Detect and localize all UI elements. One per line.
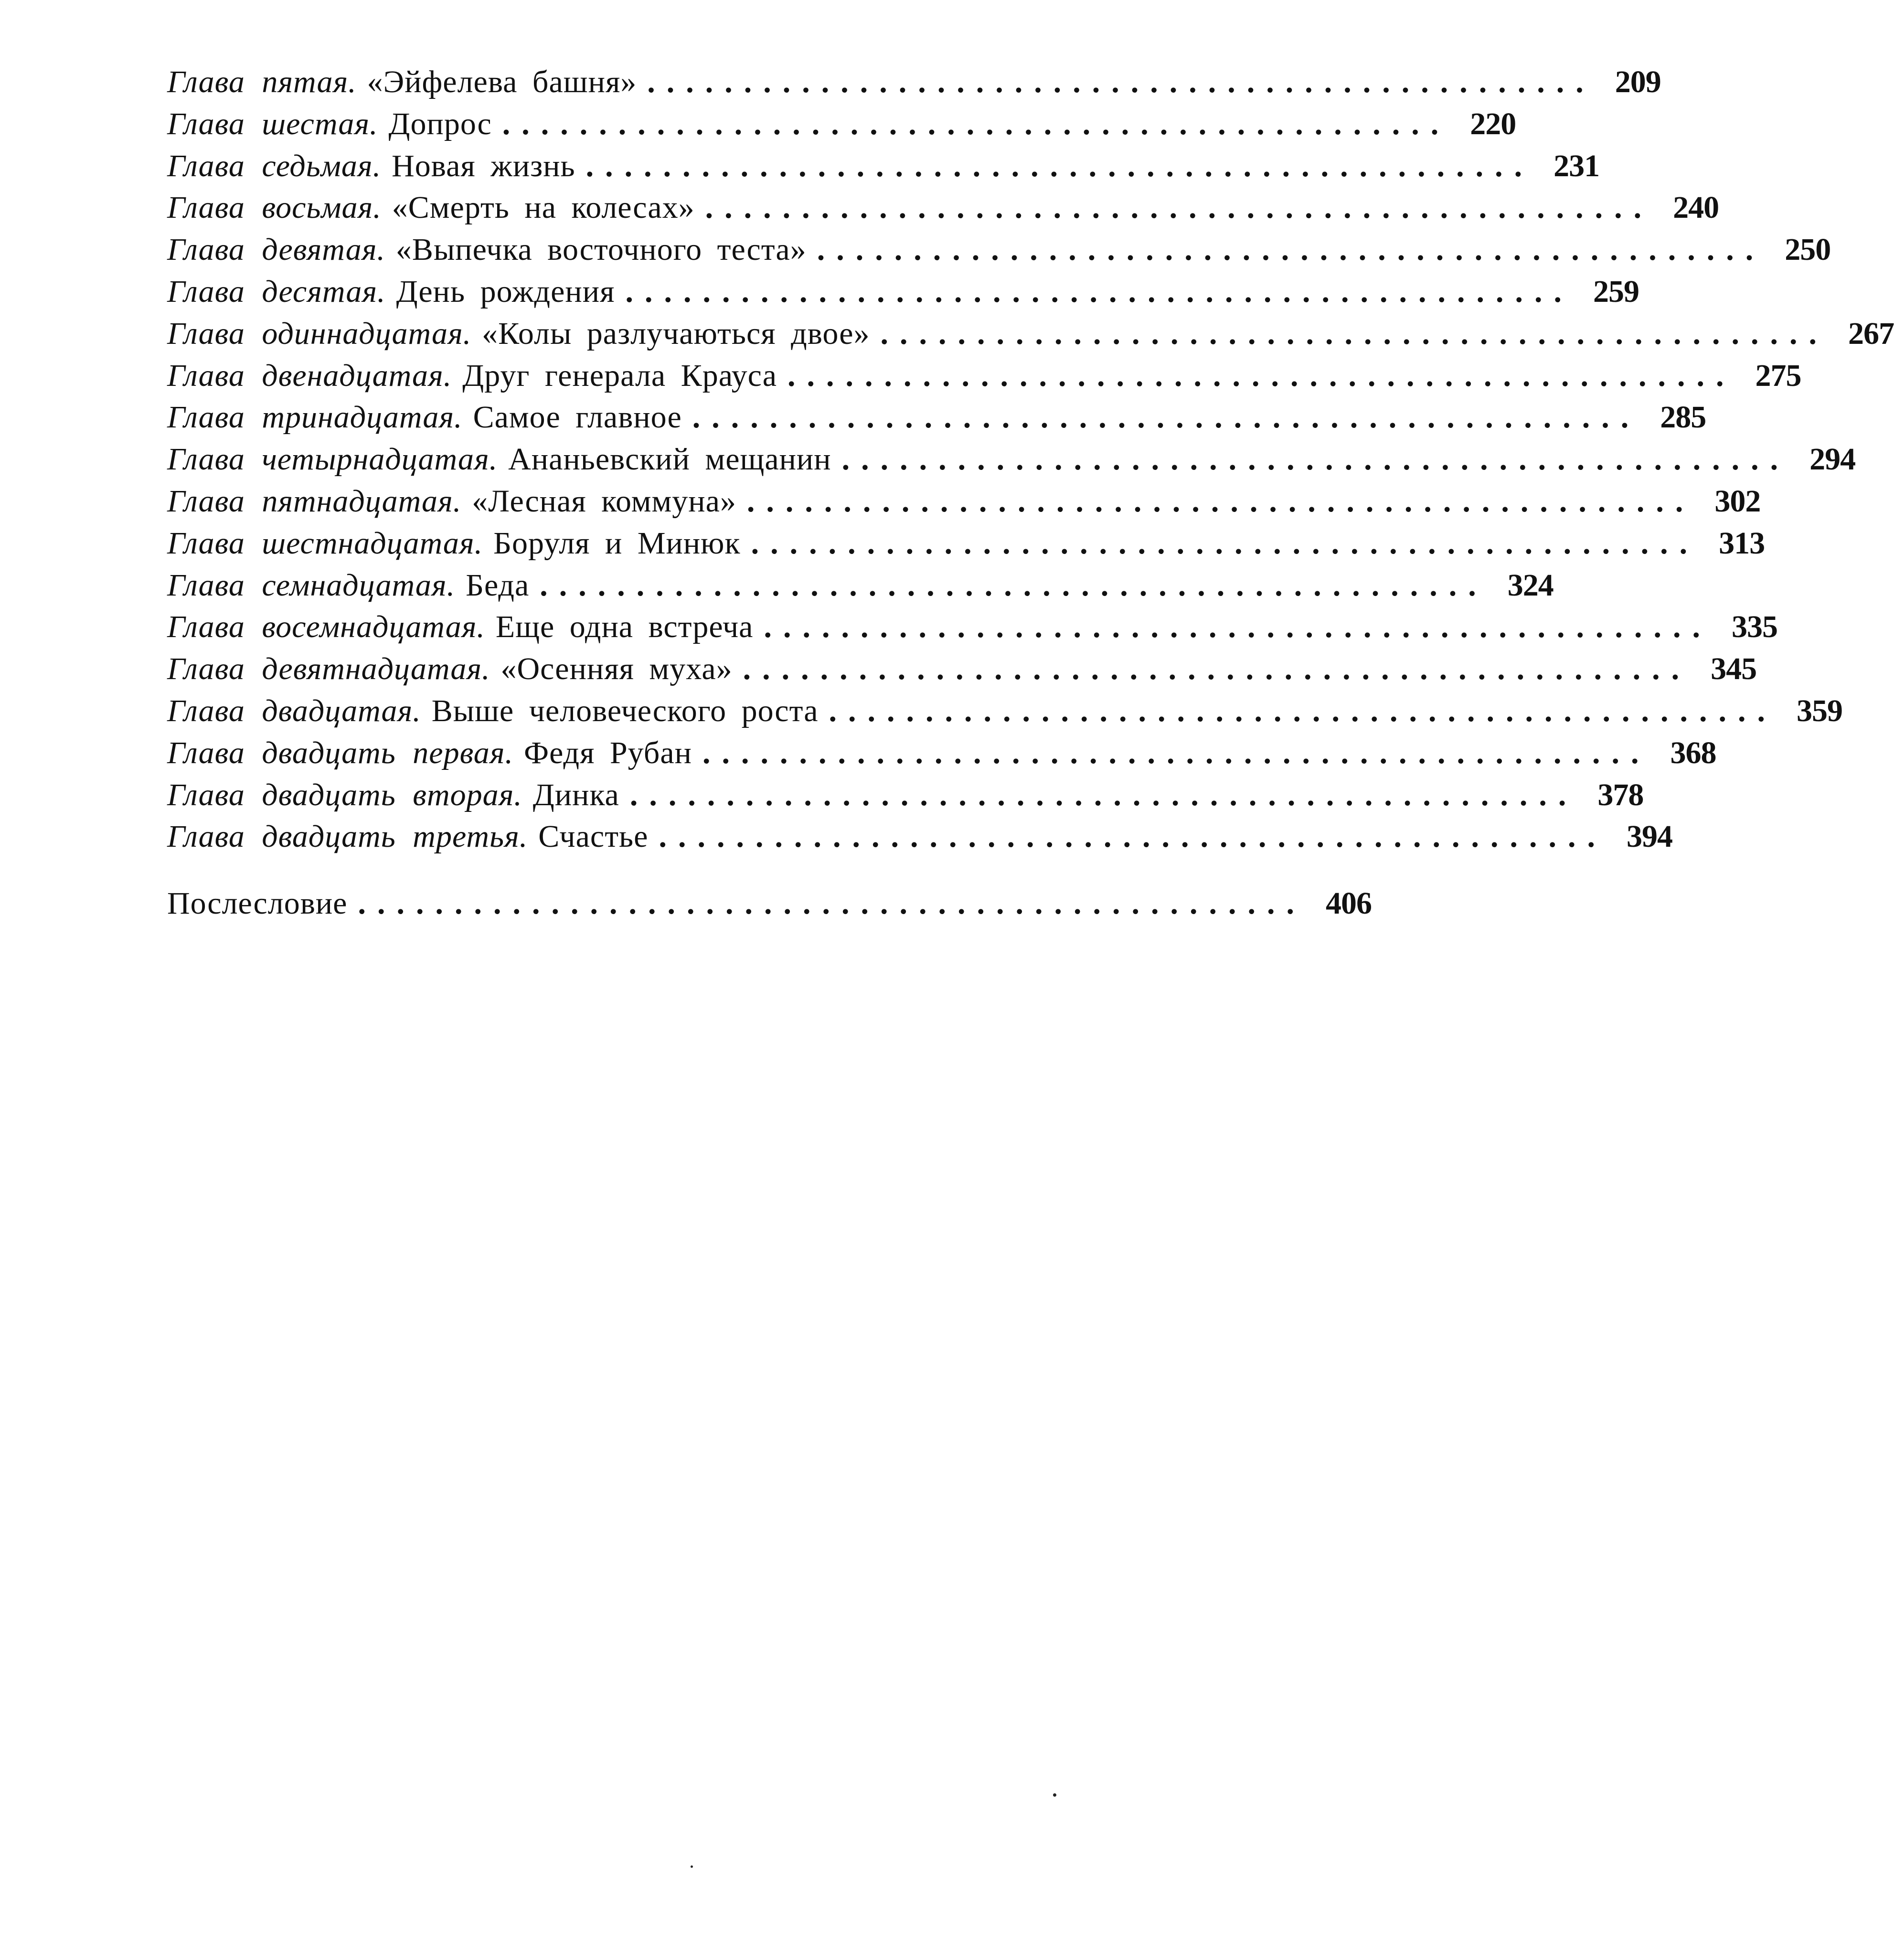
page-number: 359 — [1797, 693, 1843, 728]
page-number: 345 — [1711, 651, 1757, 687]
dot-leader: ................................................. — [743, 651, 1691, 687]
toc-entry — [167, 690, 1843, 732]
toc-entry — [167, 480, 1761, 522]
toc-entry — [167, 61, 1661, 103]
dot-leader: ................................................. — [585, 148, 1534, 183]
page-number: 406 — [1325, 886, 1372, 921]
page-number: 302 — [1714, 483, 1761, 519]
dot-leader: ................................................. — [880, 316, 1829, 351]
dot-leader: ................................................. — [841, 442, 1790, 477]
chapter-label: Глава пятнадцатая. — [167, 483, 462, 519]
dot-leader: ................................................. — [358, 886, 1306, 921]
dot-leader: ................................................. — [625, 274, 1573, 309]
chapter-label: Глава одиннадцатая. — [167, 316, 472, 351]
chapter-title: Друг генерала Крауса — [462, 358, 777, 393]
toc-entry — [167, 145, 1600, 187]
dot-leader: ................................................. — [829, 693, 1777, 728]
chapter-label: Глава девятая. — [167, 232, 385, 267]
table-of-contents — [167, 61, 1894, 925]
chapter-label: Глава девятнадцатая. — [167, 651, 490, 687]
page-number: 394 — [1626, 819, 1672, 854]
afterword-title: Послесловие — [167, 886, 348, 921]
toc-entry — [167, 103, 1516, 145]
chapter-label: Глава двенадцатая. — [167, 358, 452, 393]
chapter-label: Глава двадцать вторая. — [167, 777, 522, 812]
page-number: 285 — [1660, 400, 1706, 435]
page-number: 294 — [1809, 442, 1856, 477]
chapter-label: Глава двадцать первая. — [167, 735, 513, 770]
chapter-title: «Колы разлучаються двое» — [482, 316, 870, 351]
dot-leader: ................................................. — [502, 106, 1450, 141]
chapter-title: Выше человеческого роста — [431, 693, 819, 728]
chapter-title: Новая жизнь — [392, 148, 575, 183]
toc-entry — [167, 396, 1706, 438]
chapter-label: Глава десятая. — [167, 274, 386, 309]
chapter-title: Боруля и Минюк — [493, 525, 741, 561]
chapter-title: «Осенняя муха» — [500, 651, 733, 687]
chapter-title: «Эйфелева башня» — [367, 64, 637, 99]
chapter-title: Самое главное — [473, 400, 682, 435]
chapter-title: «Выпечка восточного теста» — [395, 232, 807, 267]
page-number: 313 — [1719, 525, 1765, 561]
chapter-title: «Смерть на колесах» — [392, 190, 695, 225]
page-number: 378 — [1597, 777, 1644, 812]
toc-entry — [167, 438, 1856, 480]
chapter-label: Глава восьмая. — [167, 190, 382, 225]
dot-leader: ................................................. — [746, 483, 1695, 519]
chapter-title: Счастье — [538, 819, 649, 854]
chapter-label: Глава тринадцатая. — [167, 400, 463, 435]
chapter-title: День рождения — [396, 274, 615, 309]
chapter-label: Глава двадцатая. — [167, 693, 421, 728]
chapter-title: Допрос — [388, 106, 492, 141]
dot-leader: ................................................. — [629, 777, 1578, 812]
toc-entry — [167, 187, 1719, 229]
toc-entry — [167, 355, 1801, 397]
page-number: 324 — [1507, 567, 1554, 603]
chapter-title: Ананьевский мещанин — [508, 442, 831, 477]
print-speck — [691, 1865, 693, 1868]
page-number: 275 — [1755, 358, 1801, 393]
toc-entry — [167, 816, 1672, 858]
chapter-title: «Лесная коммуна» — [472, 483, 736, 519]
chapter-label: Глава седьмая. — [167, 148, 382, 183]
dot-leader: ................................................. — [817, 232, 1765, 267]
chapter-label: Глава восемнадцатая. — [167, 609, 485, 645]
dot-leader: ................................................. — [764, 609, 1712, 645]
dot-leader: ................................................. — [647, 64, 1595, 99]
toc-entry — [167, 732, 1716, 774]
chapter-title: Федя Рубан — [523, 735, 692, 770]
toc-entry — [167, 606, 1777, 648]
chapter-title: Еще одна встреча — [495, 609, 754, 645]
chapter-label: Глава пятая. — [167, 64, 357, 99]
chapter-title: Динка — [532, 777, 619, 812]
toc-entry — [167, 774, 1644, 816]
page-number: 250 — [1785, 232, 1831, 267]
dot-leader: ................................................. — [705, 190, 1653, 225]
dot-leader: ................................................. — [702, 735, 1650, 770]
print-speck — [1053, 1793, 1056, 1797]
chapter-label: Глава шестая. — [167, 106, 378, 141]
page-number: 220 — [1470, 106, 1516, 141]
toc-entry — [167, 522, 1765, 565]
toc-entry — [167, 565, 1554, 607]
page-number: 209 — [1615, 64, 1661, 99]
toc-entry — [167, 313, 1894, 355]
toc-afterword — [167, 883, 1372, 925]
chapter-title: Беда — [466, 567, 530, 603]
page-number: 335 — [1731, 609, 1777, 645]
page-number: 267 — [1848, 316, 1894, 351]
toc-entry — [167, 648, 1757, 690]
page-number: 259 — [1593, 274, 1639, 309]
dot-leader: ................................................. — [751, 525, 1699, 561]
dot-leader: ................................................. — [659, 819, 1607, 854]
dot-leader: ................................................. — [787, 358, 1735, 393]
toc-entry — [167, 229, 1831, 271]
dot-leader: ................................................. — [692, 400, 1640, 435]
chapter-label: Глава шестнадцатая. — [167, 525, 483, 561]
chapter-label: Глава семнадцатая. — [167, 567, 456, 603]
chapter-label: Глава четырнадцатая. — [167, 442, 498, 477]
page-number: 368 — [1670, 735, 1716, 770]
page-number: 240 — [1673, 190, 1719, 225]
chapter-label: Глава двадцать третья. — [167, 819, 528, 854]
dot-leader: ................................................. — [540, 567, 1488, 603]
toc-entry — [167, 271, 1639, 313]
page-number: 231 — [1554, 148, 1600, 183]
